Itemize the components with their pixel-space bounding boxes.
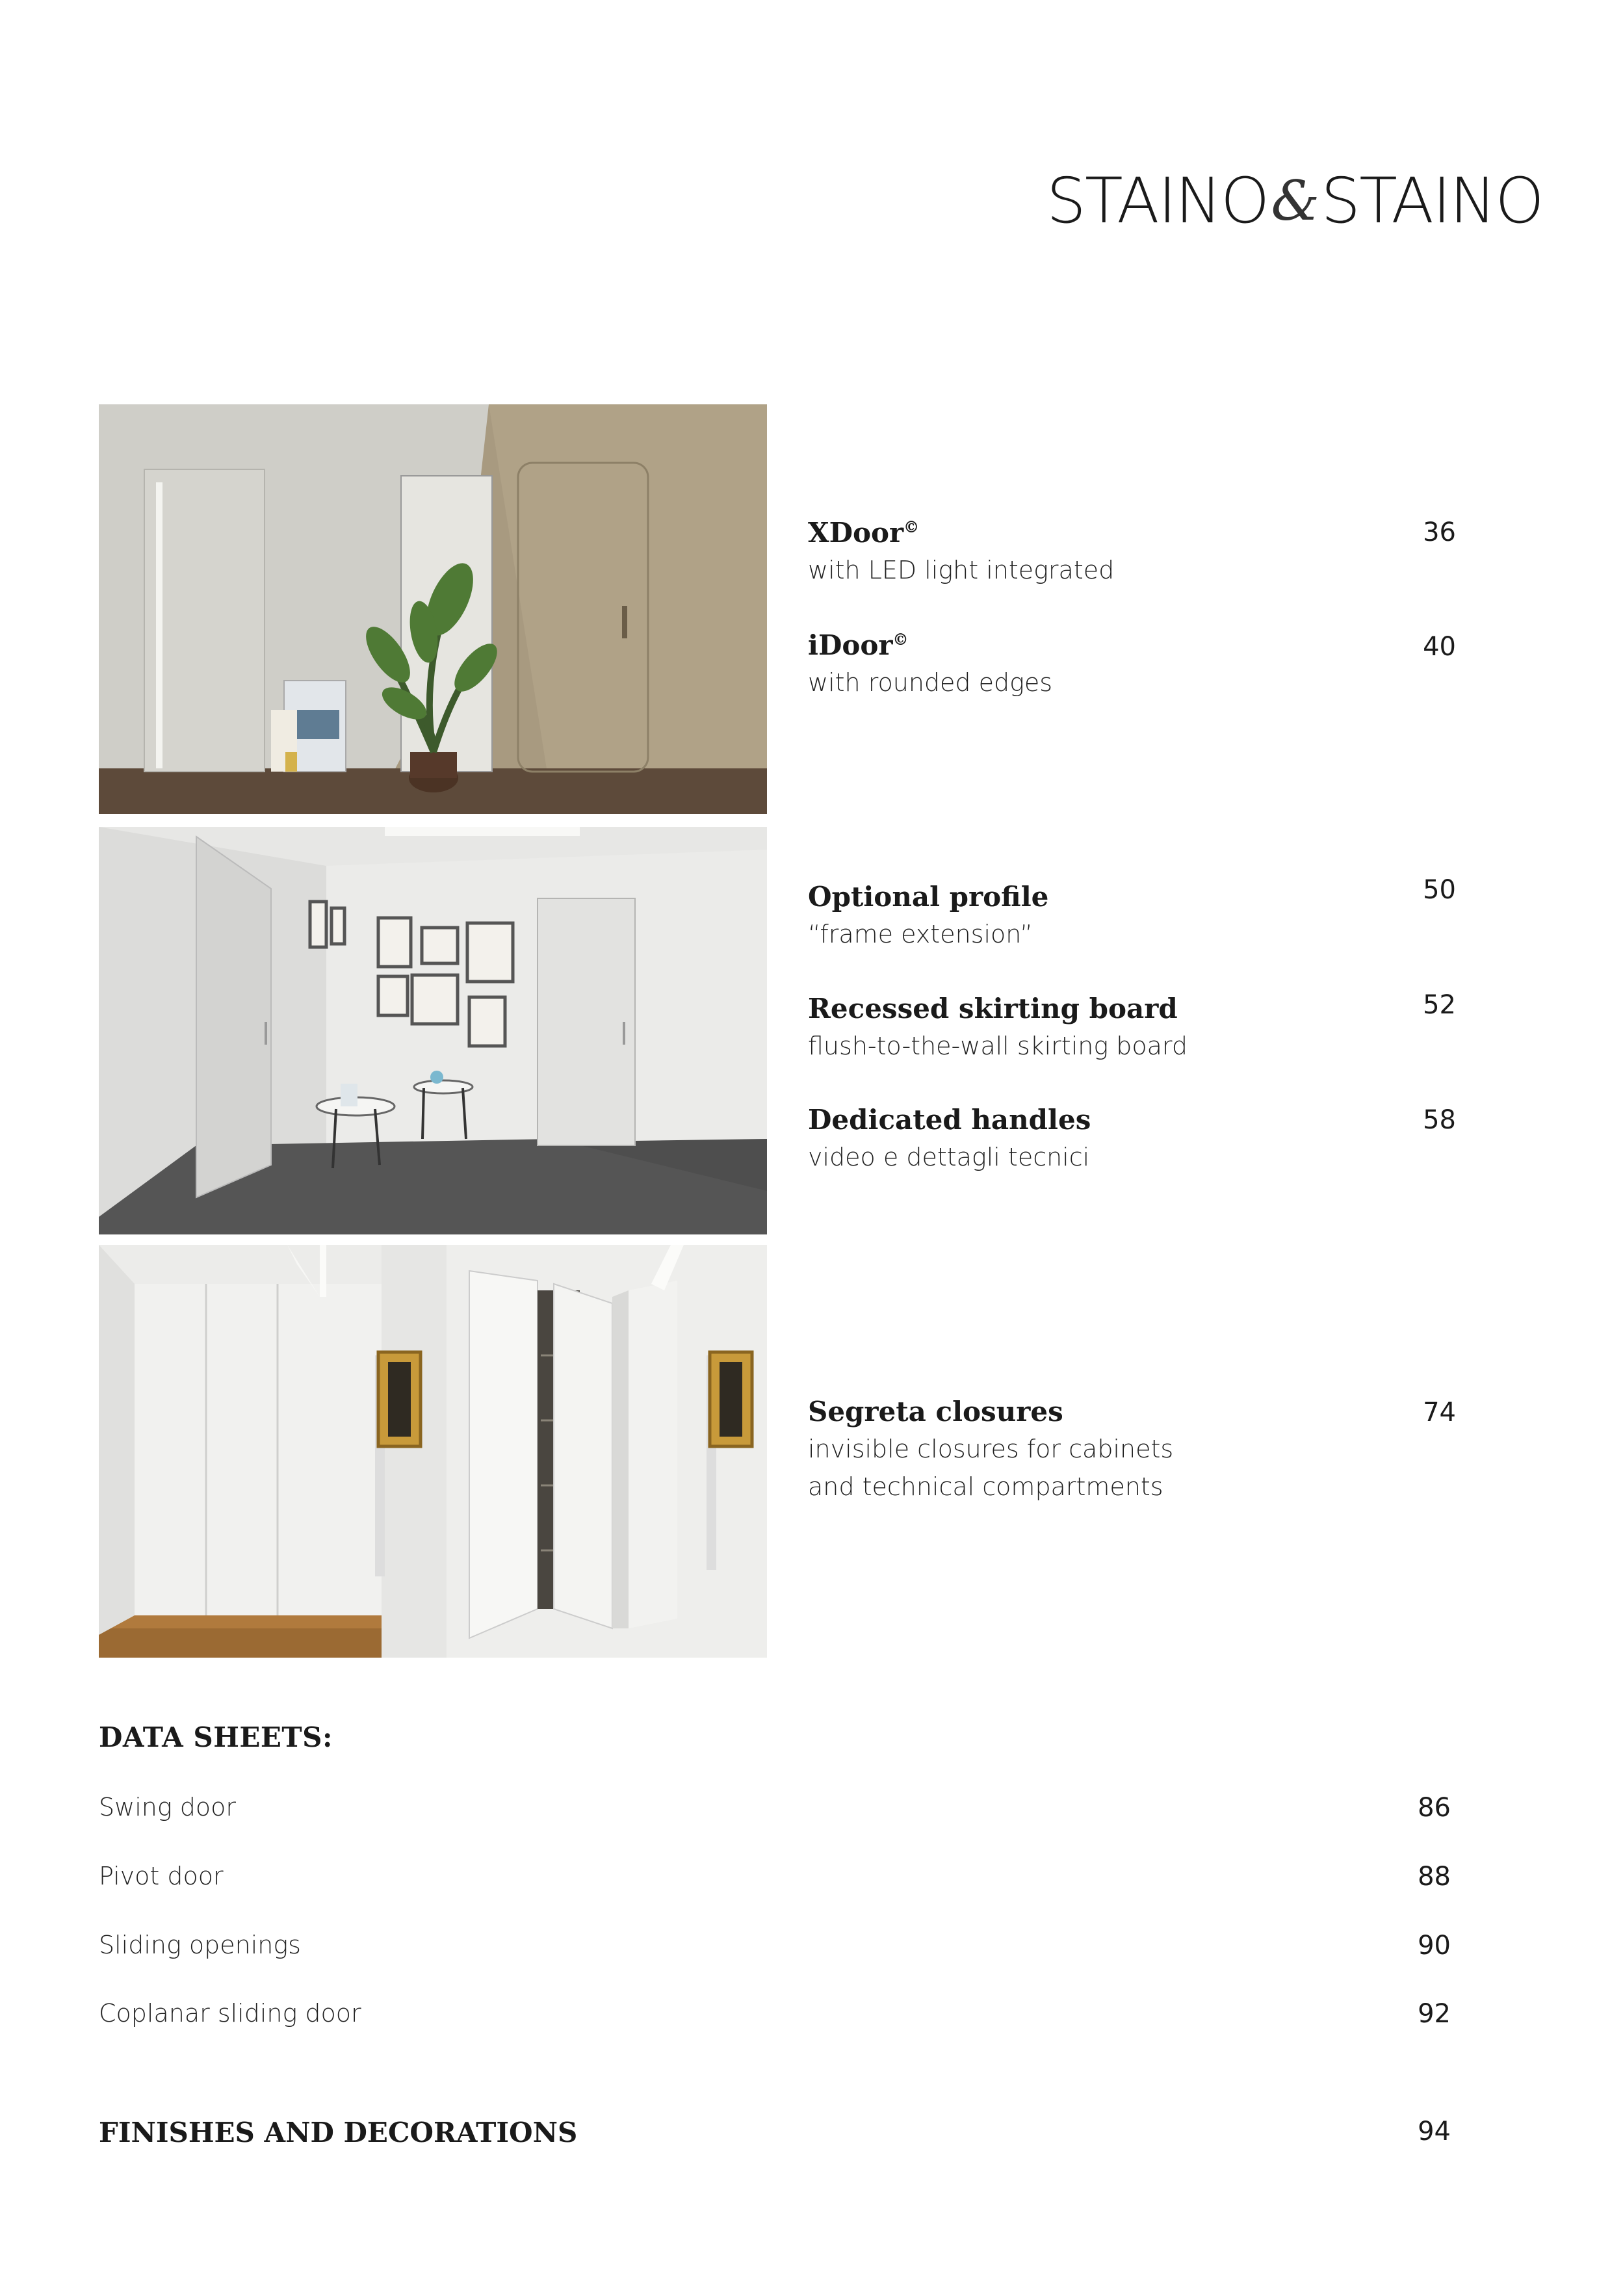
brand-logo xyxy=(1046,164,1543,237)
toc-subtitle: video e dettagli tecnici xyxy=(808,1143,1090,1171)
toc-title: Optional profile xyxy=(808,881,1049,913)
toc-page-idoor: 40 xyxy=(1423,632,1456,662)
logo-ampersand: & xyxy=(1271,169,1319,233)
data-sheet-label: Coplanar sliding door xyxy=(99,1999,361,2028)
toc-entry-recessed-skirting[interactable] xyxy=(808,991,1458,1065)
logo-word-left: STAINO xyxy=(1046,164,1269,237)
toc-subtitle: with LED light integrated xyxy=(808,556,1115,584)
toc-page-dedicated-handles: 58 xyxy=(1423,1105,1456,1135)
data-sheet-row-swing-door[interactable] xyxy=(99,1793,1451,1832)
toc-subtitle: “frame extension” xyxy=(808,920,1033,948)
data-sheet-page: 90 xyxy=(1418,1931,1451,1961)
photo-profile-skirting-handles xyxy=(99,827,767,1234)
toc-subtitle: flush-to-the-wall skirting board xyxy=(808,1032,1188,1060)
toc-page-xdoor: 36 xyxy=(1423,517,1456,547)
toc-entry-idoor[interactable] xyxy=(808,627,1458,701)
toc-entry-xdoor[interactable] xyxy=(808,515,1458,589)
toc-subtitle-line-2: and technical compartments xyxy=(808,1472,1163,1501)
finishes-page: 94 xyxy=(1418,2117,1451,2146)
toc-page-recessed-skirting: 52 xyxy=(1423,990,1456,1020)
finishes-row[interactable] xyxy=(99,2117,1451,2156)
toc-page-segreta-closures: 74 xyxy=(1423,1398,1456,1428)
toc-subtitle: invisible closures for cabinets xyxy=(808,1435,1174,1463)
copyright-mark: © xyxy=(903,517,920,536)
data-sheet-label: Sliding openings xyxy=(99,1931,301,1959)
toc-title: Segreta closures xyxy=(808,1396,1063,1428)
toc-title: Recessed skirting board xyxy=(808,993,1178,1024)
photo-xdoor-idoor xyxy=(99,404,767,814)
toc-page-optional-profile: 50 xyxy=(1423,875,1456,905)
toc-entry-segreta-closures[interactable] xyxy=(808,1394,1458,1506)
toc-entry-optional-profile[interactable] xyxy=(808,879,1458,953)
finishes-heading: FINISHES AND DECORATIONS xyxy=(99,2117,578,2148)
toc-entry-dedicated-handles[interactable] xyxy=(808,1102,1458,1176)
data-sheet-page: 86 xyxy=(1418,1793,1451,1823)
data-sheet-label: Swing door xyxy=(99,1793,236,1821)
data-sheet-row-sliding-openings[interactable] xyxy=(99,1931,1451,1970)
toc-title: iDoor© xyxy=(808,629,909,661)
data-sheet-label: Pivot door xyxy=(99,1862,224,1890)
toc-title: XDoor© xyxy=(808,517,920,549)
copyright-mark: © xyxy=(892,630,909,649)
data-sheets-heading: DATA SHEETS: xyxy=(99,1721,333,1753)
toc-subtitle: with rounded edges xyxy=(808,668,1053,697)
data-sheet-row-pivot-door[interactable] xyxy=(99,1862,1451,1901)
photo-segreta-closures xyxy=(99,1245,767,1658)
data-sheet-page: 88 xyxy=(1418,1862,1451,1892)
data-sheet-row-coplanar-sliding[interactable] xyxy=(99,1999,1451,2038)
toc-title: Dedicated handles xyxy=(808,1104,1091,1136)
data-sheet-page: 92 xyxy=(1418,1999,1451,2029)
logo-word-right: STAINO xyxy=(1321,164,1543,237)
